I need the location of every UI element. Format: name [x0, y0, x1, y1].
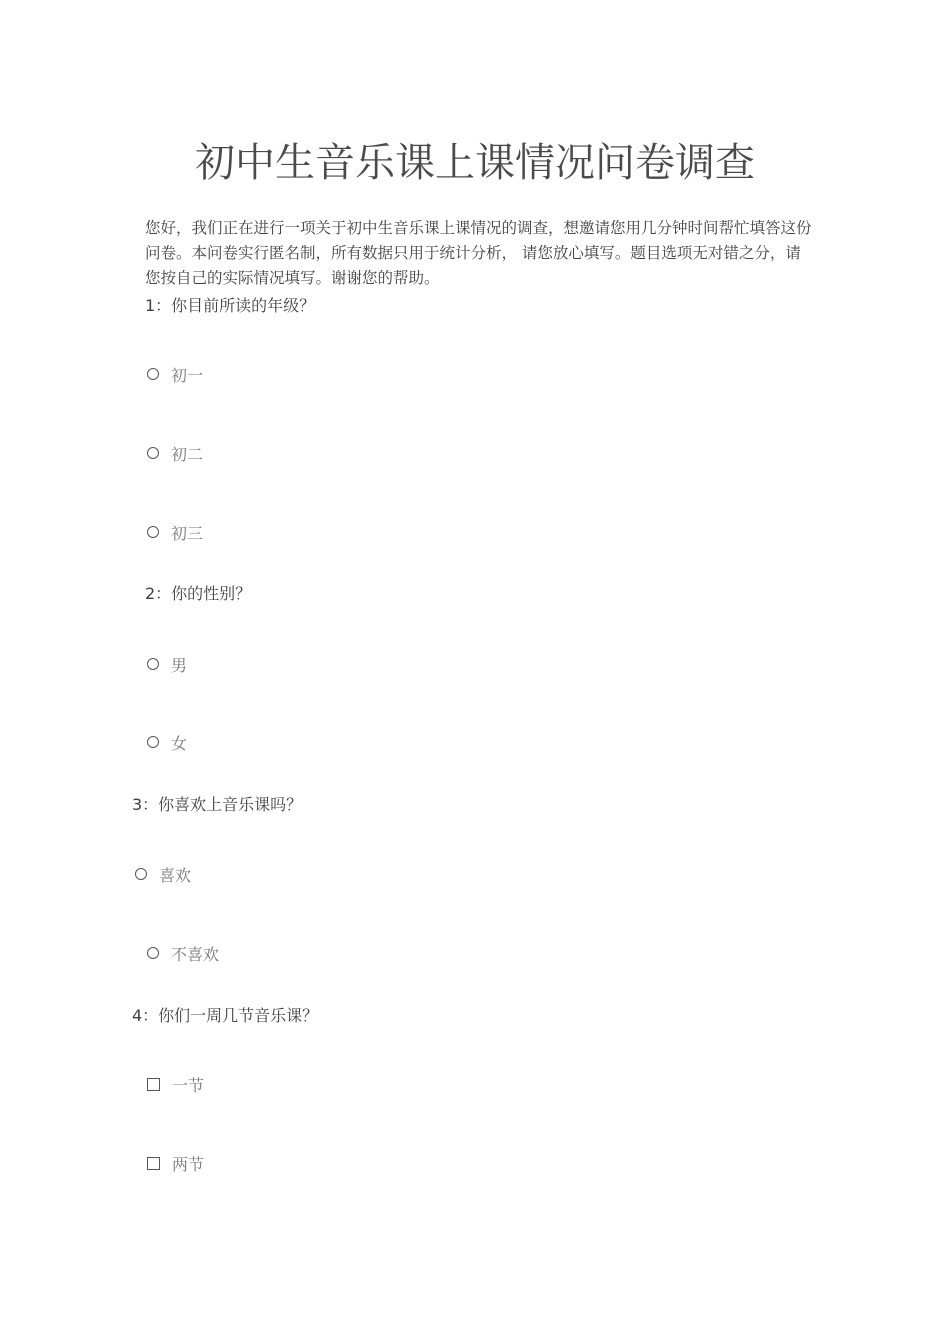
q3-option-like[interactable] [135, 864, 191, 888]
radio-circle-icon[interactable] [147, 368, 159, 380]
option-label: 初一 [171, 366, 204, 385]
question-1-label: 1：你目前所读的年级？ [145, 296, 316, 315]
radio-circle-icon[interactable] [147, 658, 159, 670]
option-label: 女 [171, 734, 188, 753]
radio-circle-icon[interactable] [147, 447, 159, 459]
radio-circle-icon[interactable] [147, 947, 159, 959]
q1-option-grade-1[interactable] [147, 364, 203, 388]
q4-option-one-class[interactable] [147, 1074, 204, 1098]
option-label: 喜欢 [159, 866, 192, 885]
q3-option-dislike[interactable] [147, 943, 219, 967]
q1-option-grade-2[interactable] [147, 443, 203, 467]
q1-option-grade-3[interactable] [147, 522, 203, 546]
question-2-label: 2：你的性别？ [145, 584, 252, 603]
question-3-label: 3：你喜欢上音乐课吗？ [132, 795, 303, 814]
q2-option-male[interactable] [147, 654, 187, 678]
survey-title: 初中生音乐课上课情况问卷调查 [195, 140, 755, 186]
checkbox-square-icon[interactable] [147, 1157, 160, 1170]
checkbox-square-icon[interactable] [147, 1078, 160, 1091]
option-label: 初三 [171, 524, 204, 543]
q2-option-female[interactable] [147, 732, 187, 756]
q4-option-two-classes[interactable] [147, 1153, 204, 1177]
radio-circle-icon[interactable] [147, 736, 159, 748]
option-label: 一节 [172, 1076, 205, 1095]
question-4-label: 4：你们一周几节音乐课？ [132, 1006, 319, 1025]
option-label: 两节 [172, 1155, 205, 1174]
radio-circle-icon[interactable] [135, 868, 147, 880]
radio-circle-icon[interactable] [147, 526, 159, 538]
option-label: 男 [171, 656, 188, 675]
option-label: 初二 [171, 445, 204, 464]
survey-intro: 您好，我们正在进行一项关于初中生音乐课上课情况的调查，想邀请您用几分钟时间帮忙填答这份问卷。本问卷实行匿名制，所有数据只用于统计分析， 请您放心填写。题目选项无对错之分，请您按自己的实际情况填写。谢谢您的帮助。 [145, 219, 812, 287]
option-label: 不喜欢 [171, 945, 220, 964]
